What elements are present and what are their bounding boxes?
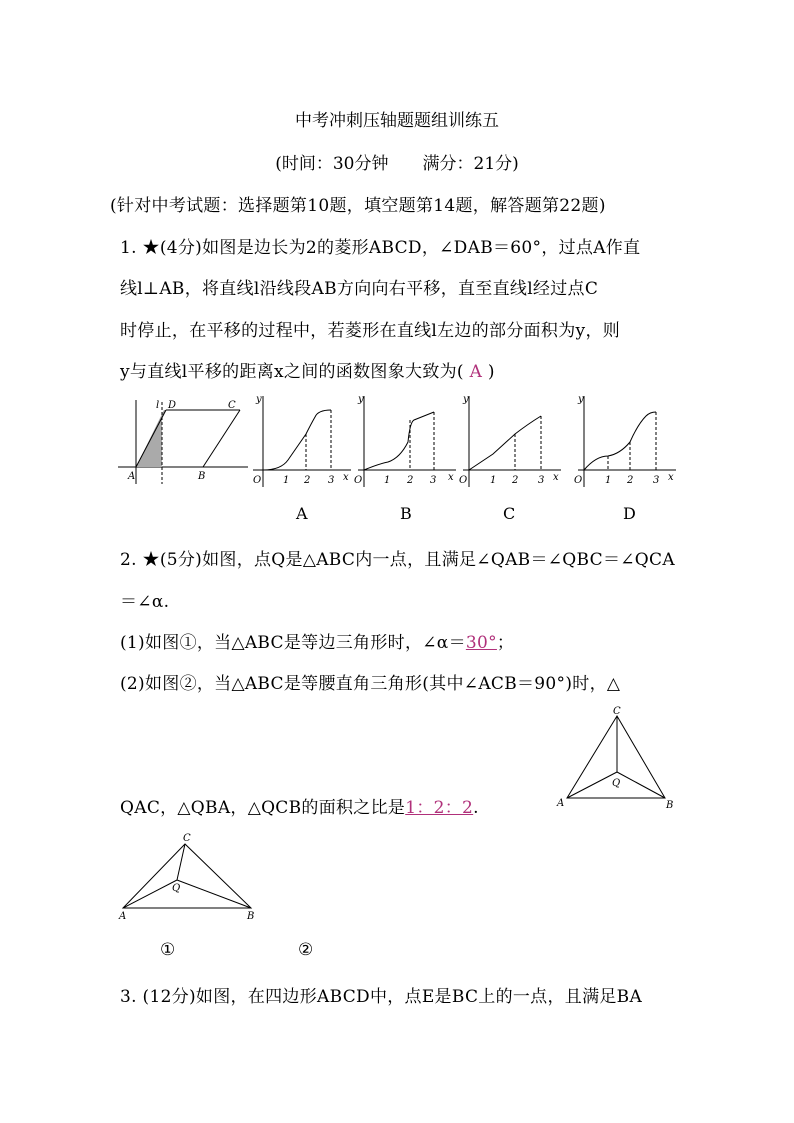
svg-text:3: 3 (538, 475, 545, 486)
q2-part2-end: . (473, 798, 479, 818)
option-B-caption: B (400, 504, 412, 523)
svg-text:2: 2 (407, 475, 414, 486)
svg-text:O: O (253, 475, 262, 486)
q3-line1: 3. (12分)如图，在四边形ABCD中，点E是BC上的一点，且满足BA (120, 987, 643, 1007)
svg-text:A: A (119, 911, 127, 922)
svg-text:y: y (358, 394, 364, 405)
graph-B (354, 394, 456, 487)
q2-line1: 2. ★(5分)如图，点Q是△ABC内一点，且满足∠QAB＝∠QBC＝∠QCA (120, 550, 675, 570)
svg-text:O: O (574, 475, 583, 486)
svg-text:1: 1 (490, 475, 497, 486)
q2-part2-answer: 1：2：2 (405, 798, 474, 818)
q2-line2: ＝∠α. (120, 592, 170, 612)
figure-2-caption: ② (298, 940, 314, 960)
q2-part1 (120, 628, 514, 653)
svg-text:x: x (668, 472, 674, 483)
label-l: l (156, 400, 160, 411)
q1-line4-close: ) (487, 362, 495, 382)
svg-text:O: O (354, 475, 363, 486)
label-C: C (228, 400, 236, 411)
page-title: 中考冲刺压轴题题组训练五 (295, 111, 499, 131)
svg-text:y: y (256, 394, 262, 405)
q1-line1: 1. ★(4分)如图是边长为2的菱形ABCD，∠DAB＝60°，过点A作直 (120, 238, 641, 258)
svg-text:x: x (553, 472, 559, 483)
svg-text:C: C (183, 833, 191, 844)
svg-text:3: 3 (653, 475, 660, 486)
graph-A (253, 394, 351, 487)
svg-text:y: y (463, 394, 469, 405)
svg-text:1: 1 (605, 475, 612, 486)
label-D: D (168, 400, 177, 411)
svg-text:y: y (578, 394, 584, 405)
svg-text:O: O (459, 475, 468, 486)
q2-part2-line1: (2)如图②，当△ABC是等腰直角三角形(其中∠ACB＝90°)时，△ (120, 674, 621, 694)
svg-text:Q: Q (612, 778, 621, 789)
q2-part1-end: ； (496, 633, 515, 653)
q1-line4-text: y与直线l平移的距离x之间的函数图象大致为( (120, 362, 464, 382)
q1-figures (118, 392, 688, 492)
graph-D (574, 394, 676, 487)
svg-text:1: 1 (384, 475, 391, 486)
q1-line3: 时停止，在平移的过程中，若菱形在直线l左边的部分面积为y，则 (120, 321, 621, 341)
svg-text:Q: Q (172, 883, 181, 894)
svg-text:x: x (343, 472, 349, 483)
svg-text:3: 3 (430, 475, 437, 486)
svg-text:B: B (247, 911, 255, 922)
svg-text:C: C (613, 706, 621, 717)
q1-line4 (120, 357, 495, 382)
q2-figure-1 (555, 702, 680, 814)
svg-text:B: B (666, 800, 674, 811)
q2-part1-answer: 30° (465, 633, 497, 653)
label-A: A (128, 471, 136, 482)
q2-figure-2 (115, 828, 265, 923)
q2-part2-line2 (120, 793, 479, 818)
option-A-caption: A (296, 504, 308, 523)
q1-answer: A (469, 362, 483, 382)
svg-text:2: 2 (304, 475, 311, 486)
option-D-caption: D (623, 504, 636, 523)
svg-text:1: 1 (283, 475, 290, 486)
svg-text:2: 2 (512, 475, 519, 486)
option-C-caption: C (503, 504, 516, 523)
q2-part1-text: (1)如图①，当△ABC是等边三角形时，∠α＝ (120, 633, 466, 653)
time-info: (时间：30分钟 满分：21分) (275, 154, 519, 174)
target-info: (针对中考试题：选择题第10题，填空题第14题，解答题第22题) (110, 196, 606, 216)
graph-C (459, 394, 561, 487)
svg-text:A: A (557, 798, 565, 809)
figure-1-caption: ① (160, 940, 176, 960)
svg-text:3: 3 (328, 475, 335, 486)
q2-part2-text: QAC，△QBA，△QCB的面积之比是 (120, 798, 406, 818)
svg-text:2: 2 (627, 475, 634, 486)
q1-line2: 线l⊥AB，将直线l沿线段AB方向向右平移，直至直线l经过点C (120, 279, 599, 299)
label-B: B (198, 471, 206, 482)
rhombus-figure (118, 400, 248, 484)
svg-text:x: x (448, 472, 454, 483)
